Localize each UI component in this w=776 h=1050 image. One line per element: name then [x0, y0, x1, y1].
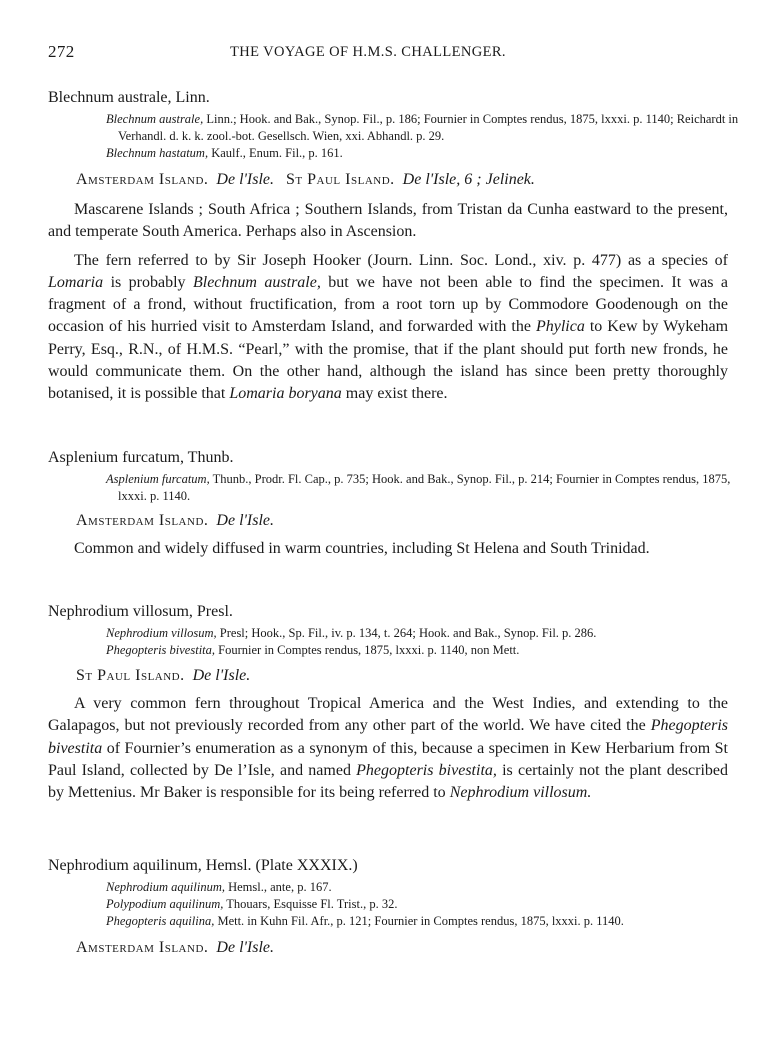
paragraph-distribution: Mascarene Islands ; South Africa ; Southern Islands, from Tristan da Cunha eastward to the present, and temperate South America. Perhaps also in Ascension.: [48, 201, 728, 241]
text-run: to Kew by Wykeham Perry, Esq., R.N., of H.M.S. “Pearl,” with the promise, that if the plant should put forth new fronds, he would communicate them. On the other hand, although the island has since been pretty thoroughly botanised, it is possible that: [48, 318, 729, 403]
taxon-name: Nephrodium villosum.: [449, 784, 592, 802]
locality-name: St Paul Island.: [76, 667, 185, 684]
collector: De l'Isle.: [192, 667, 251, 684]
synonym-name: Phegopteris aquilina,: [106, 914, 215, 928]
locality-name: Amsterdam Island.: [76, 512, 209, 529]
running-title: THE VOYAGE OF H.M.S. CHALLENGER.: [230, 44, 506, 60]
synonym-name: Nephrodium aquilinum,: [106, 880, 225, 894]
species-title: Nephrodium aquilinum, Hemsl. (Plate XXXIX.): [48, 857, 358, 874]
collector: Jelinek.: [485, 171, 535, 188]
locality-line: [76, 665, 728, 687]
page: [48, 42, 739, 956]
synonym-reference: Fournier in Comptes rendus, 1875, lxxxi. p. 1140, non Mett.: [218, 643, 520, 657]
paragraph-discussion: [48, 693, 728, 804]
synonym-reference: Thouars, Esquisse Fl. Trist., p. 32.: [226, 897, 398, 911]
synonym-entry: [106, 896, 740, 913]
synonym-name: Asplenium furcatum,: [106, 472, 210, 486]
synonym-reference: Presl; Hook., Sp. Fil., iv. p. 134, t. 264; Hook. and Bak., Synop. Fil. p. 286.: [219, 626, 597, 640]
taxon-name: Lomaria boryana: [229, 385, 342, 403]
page-header: [48, 42, 728, 66]
species-entry-nephrodium-aquilinum: [48, 856, 728, 959]
synonym-entry: [106, 642, 740, 659]
text-run: but we have not been able to find the specimen. It was a fragment of a frond, without fructification, from a root torn up by Commodore Goodenough on the occasion of his hurried visit to Amsterdam Island, and forwarded with the: [48, 273, 729, 336]
species-entry-nephrodium-villosum: [48, 602, 728, 804]
synonym-name: Blechnum hastatum,: [106, 146, 209, 160]
locality-line: [76, 510, 728, 532]
locality-name: St Paul Island.: [286, 171, 395, 188]
synonym-entry: [106, 471, 740, 505]
collector: De l'Isle.: [216, 512, 275, 529]
synonym-name: Phegopteris bivestita,: [106, 643, 216, 657]
synonym-entry: [106, 625, 740, 642]
text-run: of Fournier’s enumeration as a synonym of this, because a specimen in Kew Herbarium from St Paul Island, collected by De l’Isle, and named: [48, 739, 728, 779]
locality-line: [76, 169, 728, 191]
species-title: Blechnum australe, Linn.: [48, 89, 210, 106]
text-run: The fern referred to by Sir Joseph Hooker (Journ. Linn. Soc. Lond., xiv. p. 477) as a species of: [74, 251, 728, 269]
text-run: is probably: [110, 273, 186, 291]
locality-line: [76, 937, 728, 959]
synonym-reference: Thunb., Prodr. Fl. Cap., p. 735; Hook. and Bak., Synop. Fil., p. 214; Fournier in Comptes rendus, 1875, lxxxi. p. 1140.: [118, 472, 731, 503]
synonym-entry: [106, 111, 740, 145]
synonym-name: Polypodium aquilinum,: [106, 897, 224, 911]
taxon-name: Blechnum australe,: [192, 273, 321, 291]
synonym-reference: Mett. in Kuhn Fil. Afr., p. 121; Fournier in Comptes rendus, 1875, lxxxi. p. 1140.: [217, 914, 624, 928]
text-run: is certainly not the plant described by Mettenius. Mr Baker is responsible for its being referred to: [48, 761, 729, 802]
species-entry-blechnum-australe: [48, 88, 739, 406]
locality-name: Amsterdam Island.: [76, 171, 209, 188]
synonym-reference: Hemsl., ante, p. 167.: [228, 880, 332, 894]
synonym-entry: [106, 879, 740, 896]
synonym-name: Blechnum australe,: [106, 112, 204, 126]
page-number: 272: [48, 42, 75, 61]
synonym-name: Nephrodium villosum,: [106, 626, 217, 640]
taxon-name: Phylica: [535, 318, 585, 336]
text-run: A very common fern throughout Tropical America and the West Indies, and extending to the Galapagos, but not previously recorded from any other part of the world. We have cited the: [48, 695, 728, 735]
synonym-entry: [106, 145, 740, 162]
species-title: Asplenium furcatum, Thunb.: [48, 449, 234, 466]
taxon-name: Lomaria: [48, 273, 104, 291]
synonym-reference: Kaulf., Enum. Fil., p. 161.: [211, 146, 343, 160]
locality-name: Amsterdam Island.: [76, 939, 209, 956]
collector: De l'Isle, 6 ;: [402, 171, 482, 188]
collector: De l'Isle.: [216, 939, 275, 956]
taxon-name: Phegopteris bivestita,: [356, 761, 497, 779]
species-title: Nephrodium villosum, Presl.: [48, 603, 233, 620]
collector: De l'Isle.: [216, 171, 275, 188]
paragraph-discussion: [48, 250, 728, 406]
species-entry-asplenium-furcatum: [48, 448, 731, 560]
taxon-name: Phegopteris bivestita: [48, 717, 729, 757]
paragraph-distribution: Common and widely diffused in warm countries, including St Helena and South Trinidad.: [74, 540, 650, 557]
synonym-entry: [106, 913, 740, 930]
synonym-reference: Linn.; Hook. and Bak., Synop. Fil., p. 186; Fournier in Comptes rendus, 1875, lxxxi. p. 1140; Reichardt in Verhandl. d. k. k. zool.-bot. Gesellsch. Wien, xxi. Abhandl. p. 29.: [118, 112, 739, 143]
text-run: may exist there.: [345, 385, 448, 403]
